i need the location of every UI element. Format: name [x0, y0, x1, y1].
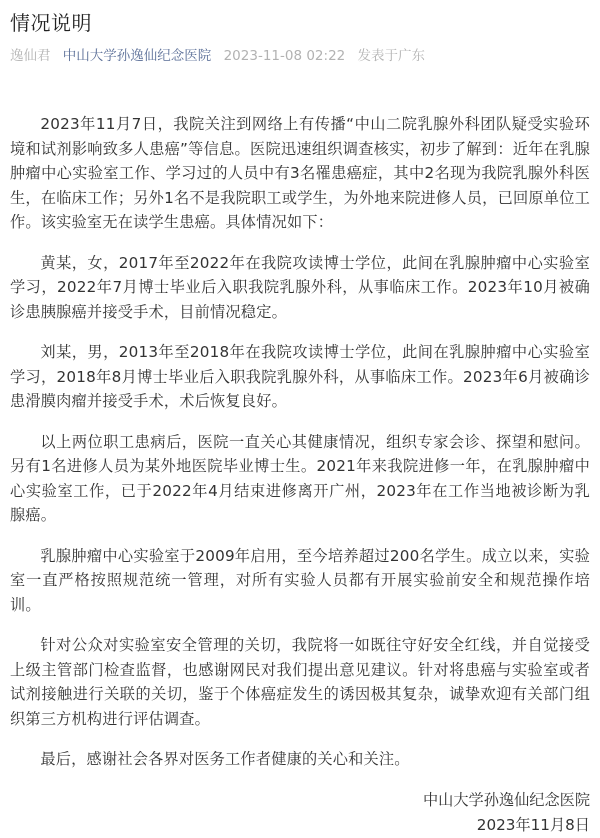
paragraph-case-liu: 刘某，男，2013年至2018年在我院攻读博士学位，此间在乳腺肿瘤中心实验室学习，2018年8月博士毕业后入职我院乳腺外科，从事临床工作。2023年6月被确诊患滑膜肉瘤并接受手术，术后恢复良好。 — [10, 343, 590, 410]
account-link[interactable]: 中山大学孙逸仙纪念医院 — [62, 48, 212, 64]
signature — [10, 788, 590, 838]
signature-date: 2023年11月8日 — [476, 815, 590, 834]
article-body — [10, 112, 590, 772]
paragraph-followup: 以上两位职工患病后，医院一直关心其健康情况，组织专家会诊、探望和慰问。另有1名进修人员为某外地医院毕业博士生。2021年来我院进修一年，在乳腺肿瘤中心实验室工作，已于2022年4月结束进修离开广州，2023年在工作当地被诊断为乳腺癌。 — [10, 432, 590, 524]
paragraph-closing: 最后，感谢社会各界对医务工作者健康的关心和关注。 — [40, 750, 410, 768]
author-name: 逸仙君 — [10, 48, 51, 64]
article-title: 情况说明 — [10, 11, 92, 35]
publish-location: 发表于广东 — [357, 48, 426, 64]
paragraph-case-huang: 黄某，女，2017年至2022年在我院攻读博士学位，此间在乳腺肿瘤中心实验室学习，2022年7月博士毕业后入职我院乳腺外科，从事临床工作。2023年10月被确诊患胰腺癌并接受手术，目前情况稳定。 — [10, 253, 590, 321]
paragraph-lab-info: 乳腺肿瘤中心实验室于2009年启用，至今培养超过200名学生。成立以来，实验室一直严格按照规范统一管理，对所有实验人员都有开展实验前安全和规范操作培训。 — [10, 546, 590, 614]
publish-datetime: 2023-11-08 02:22 — [223, 48, 346, 64]
signature-organization: 中山大学孙逸仙纪念医院 — [422, 790, 590, 809]
article-meta — [10, 46, 590, 66]
paragraph-intro: 2023年11月7日，我院关注到网络上有传播“中山二院乳腺外科团队疑受实验环境和试剂影响致多人患癌”等信息。医院迅速组织调查核实，初步了解到：近年在乳腺肿瘤中心实验室工作、学习过的人员中有3名罹患癌症，其中2名现为我院乳腺外科医生，在临床工作；另外1名不是我院职工或学生，为外地来院进修人员，已回原单位工作。该实验室无在读学生患癌。具体情况如下： — [10, 115, 590, 231]
paragraph-response: 针对公众对实验室安全管理的关切，我院将一如既往守好安全红线，并自觉接受上级主管部门检查监督，也感谢网民对我们提出意见建议。针对将患癌与实验室或者试剂接触进行关联的关切，鉴于个体癌症发生的诱因极其复杂，诚挚欢迎有关部门组织第三方机构进行评估调查。 — [10, 636, 590, 728]
